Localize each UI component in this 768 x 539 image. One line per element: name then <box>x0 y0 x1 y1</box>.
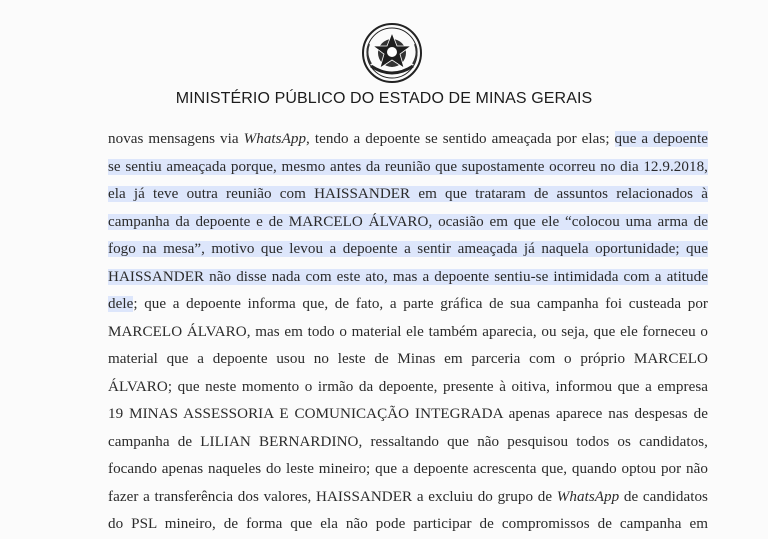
text-segment: do PSL mineiro, de forma que ela não pode participar de compromissos de campanha em <box>108 516 708 532</box>
highlighted-text: ela já teve outra reunião com HAISSANDER em que trataram de assuntos relacionados à <box>108 186 708 202</box>
text-line <box>108 346 708 374</box>
text-line <box>108 154 708 182</box>
text-segment: fazer a transferência dos valores, HAISSANDER a excluiu do grupo de <box>108 488 557 505</box>
highlighted-text: dele <box>108 296 134 312</box>
text-line <box>108 181 708 209</box>
text-line <box>108 511 708 539</box>
testimony-text <box>108 126 708 539</box>
highlighted-text: que a depoente <box>614 131 709 147</box>
text-segment: campanha de LILIAN BERNARDINO, ressaltando que não pesquisou todos os candidatos, <box>108 433 708 450</box>
text-segment: novas mensagens via <box>108 131 244 147</box>
text-segment: WhatsApp <box>243 131 307 147</box>
text-segment: WhatsApp <box>556 488 620 505</box>
page-title: MINISTÉRIO PÚBLICO DO ESTADO DE MINAS GERAIS <box>175 90 593 107</box>
text-line <box>108 126 708 154</box>
text-segment: de candidatos <box>619 488 708 505</box>
text-line <box>108 264 708 292</box>
text-line <box>108 429 708 457</box>
text-segment: 19 MINAS ASSESSORIA E COMUNICAÇÃO INTEGRADA apenas aparece nas despesas de <box>108 406 708 422</box>
text-line <box>108 374 708 402</box>
text-segment: ÁLVARO; que neste momento o irmão da depoente, presente à oitiva, informou que a empresa <box>108 378 708 395</box>
text-line <box>108 319 708 347</box>
text-line <box>108 484 708 512</box>
text-segment: material que a depoente usou no leste de Minas em parceria com o próprio MARCELO <box>108 351 708 367</box>
text-line <box>108 209 708 237</box>
text-segment: focando apenas naqueles do leste mineiro; que a depoente acrescenta que, quando optou por não <box>108 461 708 477</box>
highlighted-text: se sentiu ameaçada porque, mesmo antes da reunião que supostamente ocorreu no dia 12.9.2018, <box>108 158 708 175</box>
highlighted-text: HAISSANDER não disse nada com este ato, mas a depoente sentiu-se intimidada com a atitude <box>108 268 708 285</box>
text-line <box>108 456 708 484</box>
text-line <box>108 291 708 319</box>
highlighted-text: fogo na mesa”, motivo que levou a depoente a sentir ameaçada já naquela oportunidade; que <box>108 241 708 257</box>
text-line <box>108 401 708 429</box>
text-segment: , tendo a depoente se sentido ameaçada por elas; <box>306 131 615 147</box>
state-seal-icon <box>357 22 427 86</box>
highlighted-text: campanha da depoente e de MARCELO ÁLVARO, ocasião em que ele “colocou uma arma de <box>108 213 708 230</box>
text-line <box>108 236 708 264</box>
text-segment: MARCELO ÁLVARO, mas em todo o material ele também aparecia, ou seja, que ele forneceu o <box>108 323 708 340</box>
text-segment: ; que a depoente informa que, de fato, a parte gráfica de sua campanha foi custeada por <box>133 296 708 312</box>
